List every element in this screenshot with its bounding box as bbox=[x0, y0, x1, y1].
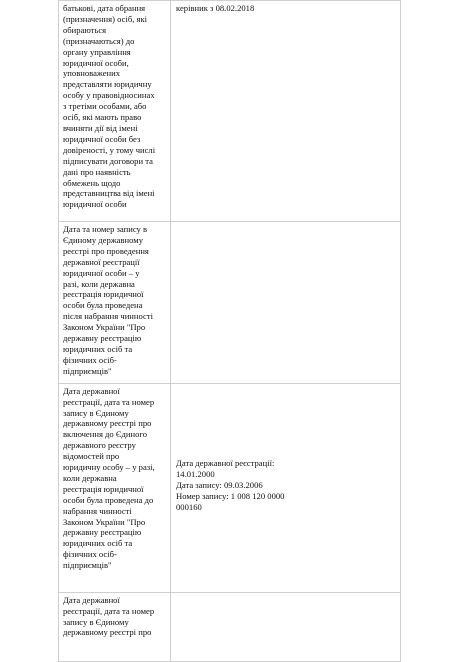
table-row bbox=[59, 1, 401, 222]
field-label: Дата державної реєстрації, дата та номер запису в Єдиному державному реєстрі про включення до Єдиного державного реєстру відомостей про юридичну особу – у разі, коли державна реєстрація юридичної особи була проведена до набрання чинності Законом України "Про державну реєстрацію юридичних осіб та фізичних осіб- підприємців" bbox=[59, 383, 171, 592]
table-row bbox=[59, 383, 401, 592]
field-label: Дата державної реєстрації, дата та номер запису в Єдиному державному реєстрі про bbox=[59, 592, 171, 661]
field-value: керівник з 08.02.2018 bbox=[171, 1, 401, 222]
registry-extract-table bbox=[58, 0, 401, 662]
field-value bbox=[171, 592, 401, 661]
field-value bbox=[171, 222, 401, 384]
field-label: Дата та номер запису в Єдиному державному реєстрі про проведення державної реєстрації юридичної особи – у разі, коли державна реєстрація юридичної особи була проведена після набрання чинності Законом України "Про державну реєстрацію юридичних осіб та фізичних осіб- підприємців" bbox=[59, 222, 171, 384]
table-row bbox=[59, 222, 401, 384]
table-row bbox=[59, 592, 401, 661]
field-label: батькові, дата обрання (призначення) осіб, які обираються (призначаються) до органу управління юридичної особи, уповноважених представляти юридичну особу у правовідносинах з третіми особами, або осіб, які мають право вчиняти дії від імені юридичної особи без довіреності, у тому числі підписувати договори та дані про наявність обмежень щодо представництва від імені юридичної особи bbox=[59, 1, 171, 222]
field-value: Дата державної реєстрації: 14.01.2000 Дата запису: 09.03.2006 Номер запису: 1 008 120 0000 000160 bbox=[171, 383, 401, 592]
